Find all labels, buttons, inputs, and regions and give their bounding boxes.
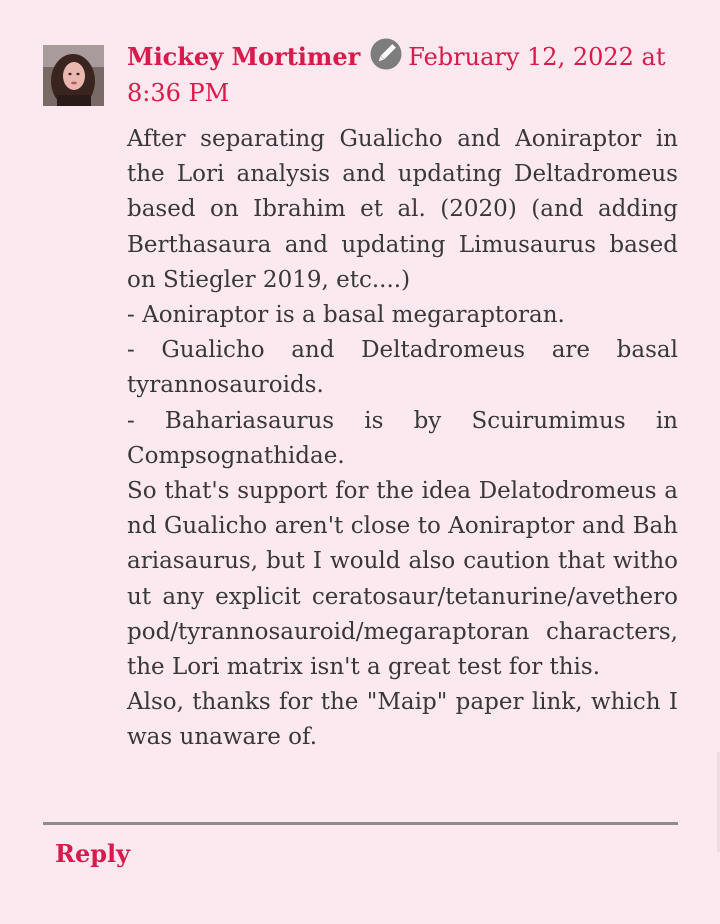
- avatar[interactable]: [43, 45, 104, 106]
- comment-paragraph: - Aoniraptor is a basal megaraptoran.: [127, 302, 565, 329]
- comment-body: [127, 122, 678, 756]
- comment-paragraph: - Gualicho and Deltadromeus are basal tyrannosauroids.: [127, 337, 678, 399]
- reply-button[interactable]: Reply: [55, 839, 131, 868]
- avatar-photo-icon: [43, 45, 104, 106]
- comment-paragraph: - Bahariasaurus is by Scuirumimus in Compsognathidae.: [127, 407, 678, 469]
- timestamp-link[interactable]: February 12, 2022 at 8:36 PM: [127, 43, 666, 107]
- author-link[interactable]: Mickey Mortimer: [127, 42, 361, 71]
- comment-header: [127, 38, 679, 111]
- comment-paragraph: So that's support for the idea Delatodromeus and Gualicho aren't close to Aoniraptor and Bahariasaurus, but I would also caution that without any explicit ceratosaur/tetanurine/avetheropod/tyrannosauroid/megaraptoran characters, the Lori matrix isn't a great test for this.: [127, 478, 678, 681]
- comment-divider: [43, 822, 678, 825]
- comment-paragraph: After separating Gualicho and Aoniraptor in the Lori analysis and updating Deltadromeus based on Ibrahim et al. (2020) (and adding Berthasaura and updating Limusaurus based on Stiegler 2019, etc....): [127, 126, 678, 293]
- comment-paragraph: Also, thanks for the "Maip" paper link, which I was unaware of.: [127, 689, 678, 751]
- pencil-icon[interactable]: [370, 38, 402, 70]
